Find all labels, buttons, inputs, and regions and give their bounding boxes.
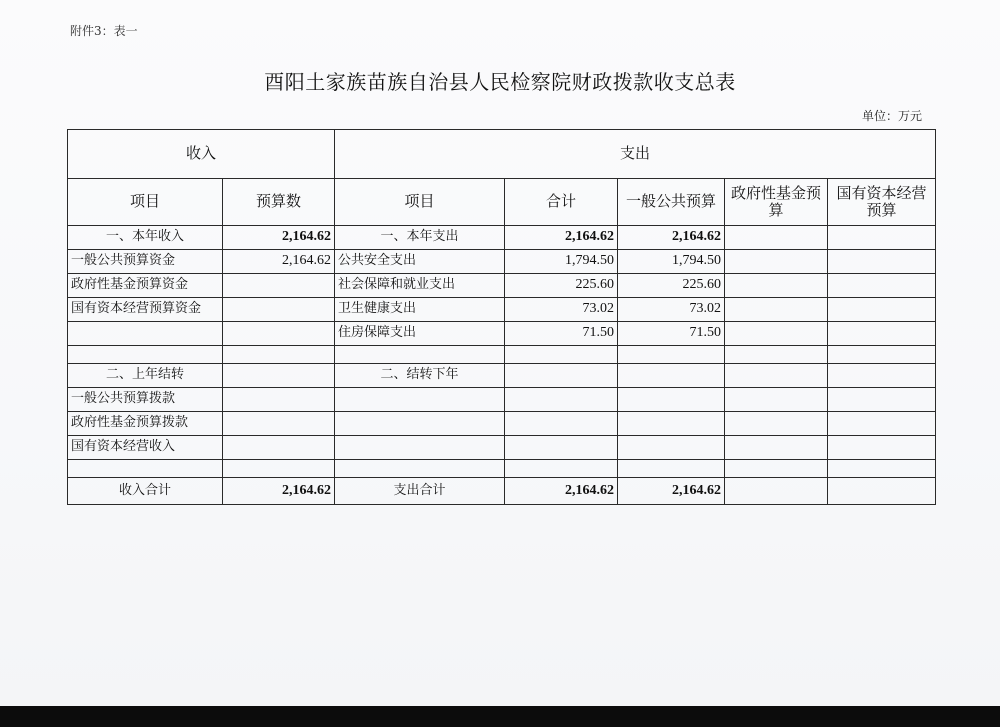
expense-general: 71.50 (618, 322, 725, 346)
expense-total: 225.60 (505, 274, 618, 298)
expense-general: 73.02 (618, 298, 725, 322)
expense-gov-fund (725, 436, 828, 460)
income-item: 一般公共预算资金 (68, 250, 223, 274)
expense-gov-fund (725, 388, 828, 412)
expense-state-capital (828, 226, 936, 250)
expense-item (335, 388, 505, 412)
expense-state-capital (828, 346, 936, 364)
expense-total-sum: 2,164.62 (505, 478, 618, 505)
income-item: 政府性基金预算资金 (68, 274, 223, 298)
expense-gov-fund (725, 460, 828, 478)
table-row (68, 436, 936, 460)
unit-label: 单位：万元 (862, 109, 923, 123)
col-header-expense-item: 项目 (335, 179, 505, 226)
expense-header: 支出 (335, 130, 936, 179)
income-item: 二、上年结转 (68, 364, 223, 388)
table-row (68, 388, 936, 412)
col-header-state-capital: 国有资本经营预算 (828, 179, 936, 226)
expense-general: 1,794.50 (618, 250, 725, 274)
income-value (223, 298, 335, 322)
col-header-total: 合计 (505, 179, 618, 226)
expense-total: 73.02 (505, 298, 618, 322)
table-row (68, 226, 936, 250)
expense-general (618, 346, 725, 364)
header-row-top (68, 130, 936, 179)
income-header: 收入 (68, 130, 335, 179)
income-item: 国有资本经营收入 (68, 436, 223, 460)
expense-state-capital (828, 388, 936, 412)
expense-item (335, 346, 505, 364)
expense-gov-fund (725, 346, 828, 364)
expense-gov-fund (725, 298, 828, 322)
expense-state-capital (828, 250, 936, 274)
expense-total (505, 388, 618, 412)
expense-item: 一、本年支出 (335, 226, 505, 250)
table-row (68, 322, 936, 346)
expense-gov-fund (725, 412, 828, 436)
expense-general: 2,164.62 (618, 226, 725, 250)
expense-total-general: 2,164.62 (618, 478, 725, 505)
expense-total-gov-fund (725, 478, 828, 505)
expense-item: 卫生健康支出 (335, 298, 505, 322)
income-value (223, 412, 335, 436)
expense-total (505, 346, 618, 364)
table-row (68, 298, 936, 322)
header-row-columns (68, 179, 936, 226)
expense-total-label: 支出合计 (335, 478, 505, 505)
income-item: 一、本年收入 (68, 226, 223, 250)
table-row (68, 364, 936, 388)
income-value (223, 460, 335, 478)
expense-item (335, 412, 505, 436)
total-row (68, 478, 936, 505)
table-row (68, 460, 936, 478)
expense-state-capital (828, 298, 936, 322)
income-value (223, 322, 335, 346)
expense-general (618, 388, 725, 412)
scan-bottom-edge (0, 706, 1000, 727)
col-header-gov-fund: 政府性基金预算 (725, 179, 828, 226)
expense-state-capital (828, 436, 936, 460)
expense-item (335, 460, 505, 478)
expense-gov-fund (725, 274, 828, 298)
expense-general (618, 412, 725, 436)
expense-total (505, 364, 618, 388)
expense-general (618, 364, 725, 388)
expense-item: 住房保障支出 (335, 322, 505, 346)
income-item: 一般公共预算拨款 (68, 388, 223, 412)
col-header-general-budget: 一般公共预算 (618, 179, 725, 226)
expense-total-state-capital (828, 478, 936, 505)
income-item (68, 460, 223, 478)
expense-item (335, 436, 505, 460)
income-value (223, 274, 335, 298)
expense-general: 225.60 (618, 274, 725, 298)
table-row (68, 250, 936, 274)
income-item: 国有资本经营预算资金 (68, 298, 223, 322)
col-header-budget: 预算数 (223, 179, 335, 226)
attachment-label: 附件3：表一 (70, 24, 138, 38)
expense-gov-fund (725, 226, 828, 250)
expense-total (505, 436, 618, 460)
income-value (223, 436, 335, 460)
expense-gov-fund (725, 364, 828, 388)
expense-total (505, 460, 618, 478)
expense-state-capital (828, 274, 936, 298)
income-value (223, 346, 335, 364)
expense-state-capital (828, 322, 936, 346)
expense-total: 71.50 (505, 322, 618, 346)
income-value: 2,164.62 (223, 226, 335, 250)
income-value: 2,164.62 (223, 250, 335, 274)
col-header-income-item: 项目 (68, 179, 223, 226)
income-value (223, 388, 335, 412)
income-value (223, 364, 335, 388)
expense-item: 公共安全支出 (335, 250, 505, 274)
expense-total (505, 412, 618, 436)
expense-item: 二、结转下年 (335, 364, 505, 388)
income-total-value: 2,164.62 (223, 478, 335, 505)
table-row (68, 412, 936, 436)
expense-gov-fund (725, 250, 828, 274)
expense-state-capital (828, 412, 936, 436)
expense-general (618, 460, 725, 478)
budget-summary-table (67, 129, 936, 505)
expense-state-capital (828, 364, 936, 388)
income-item (68, 346, 223, 364)
expense-state-capital (828, 460, 936, 478)
income-total-label: 收入合计 (68, 478, 223, 505)
table-row (68, 274, 936, 298)
income-item (68, 322, 223, 346)
income-item: 政府性基金预算拨款 (68, 412, 223, 436)
expense-item: 社会保障和就业支出 (335, 274, 505, 298)
table-row (68, 346, 936, 364)
expense-general (618, 436, 725, 460)
expense-total: 1,794.50 (505, 250, 618, 274)
page-title: 酉阳土家族苗族自治县人民检察院财政拨款收支总表 (264, 70, 736, 94)
expense-gov-fund (725, 322, 828, 346)
expense-total: 2,164.62 (505, 226, 618, 250)
